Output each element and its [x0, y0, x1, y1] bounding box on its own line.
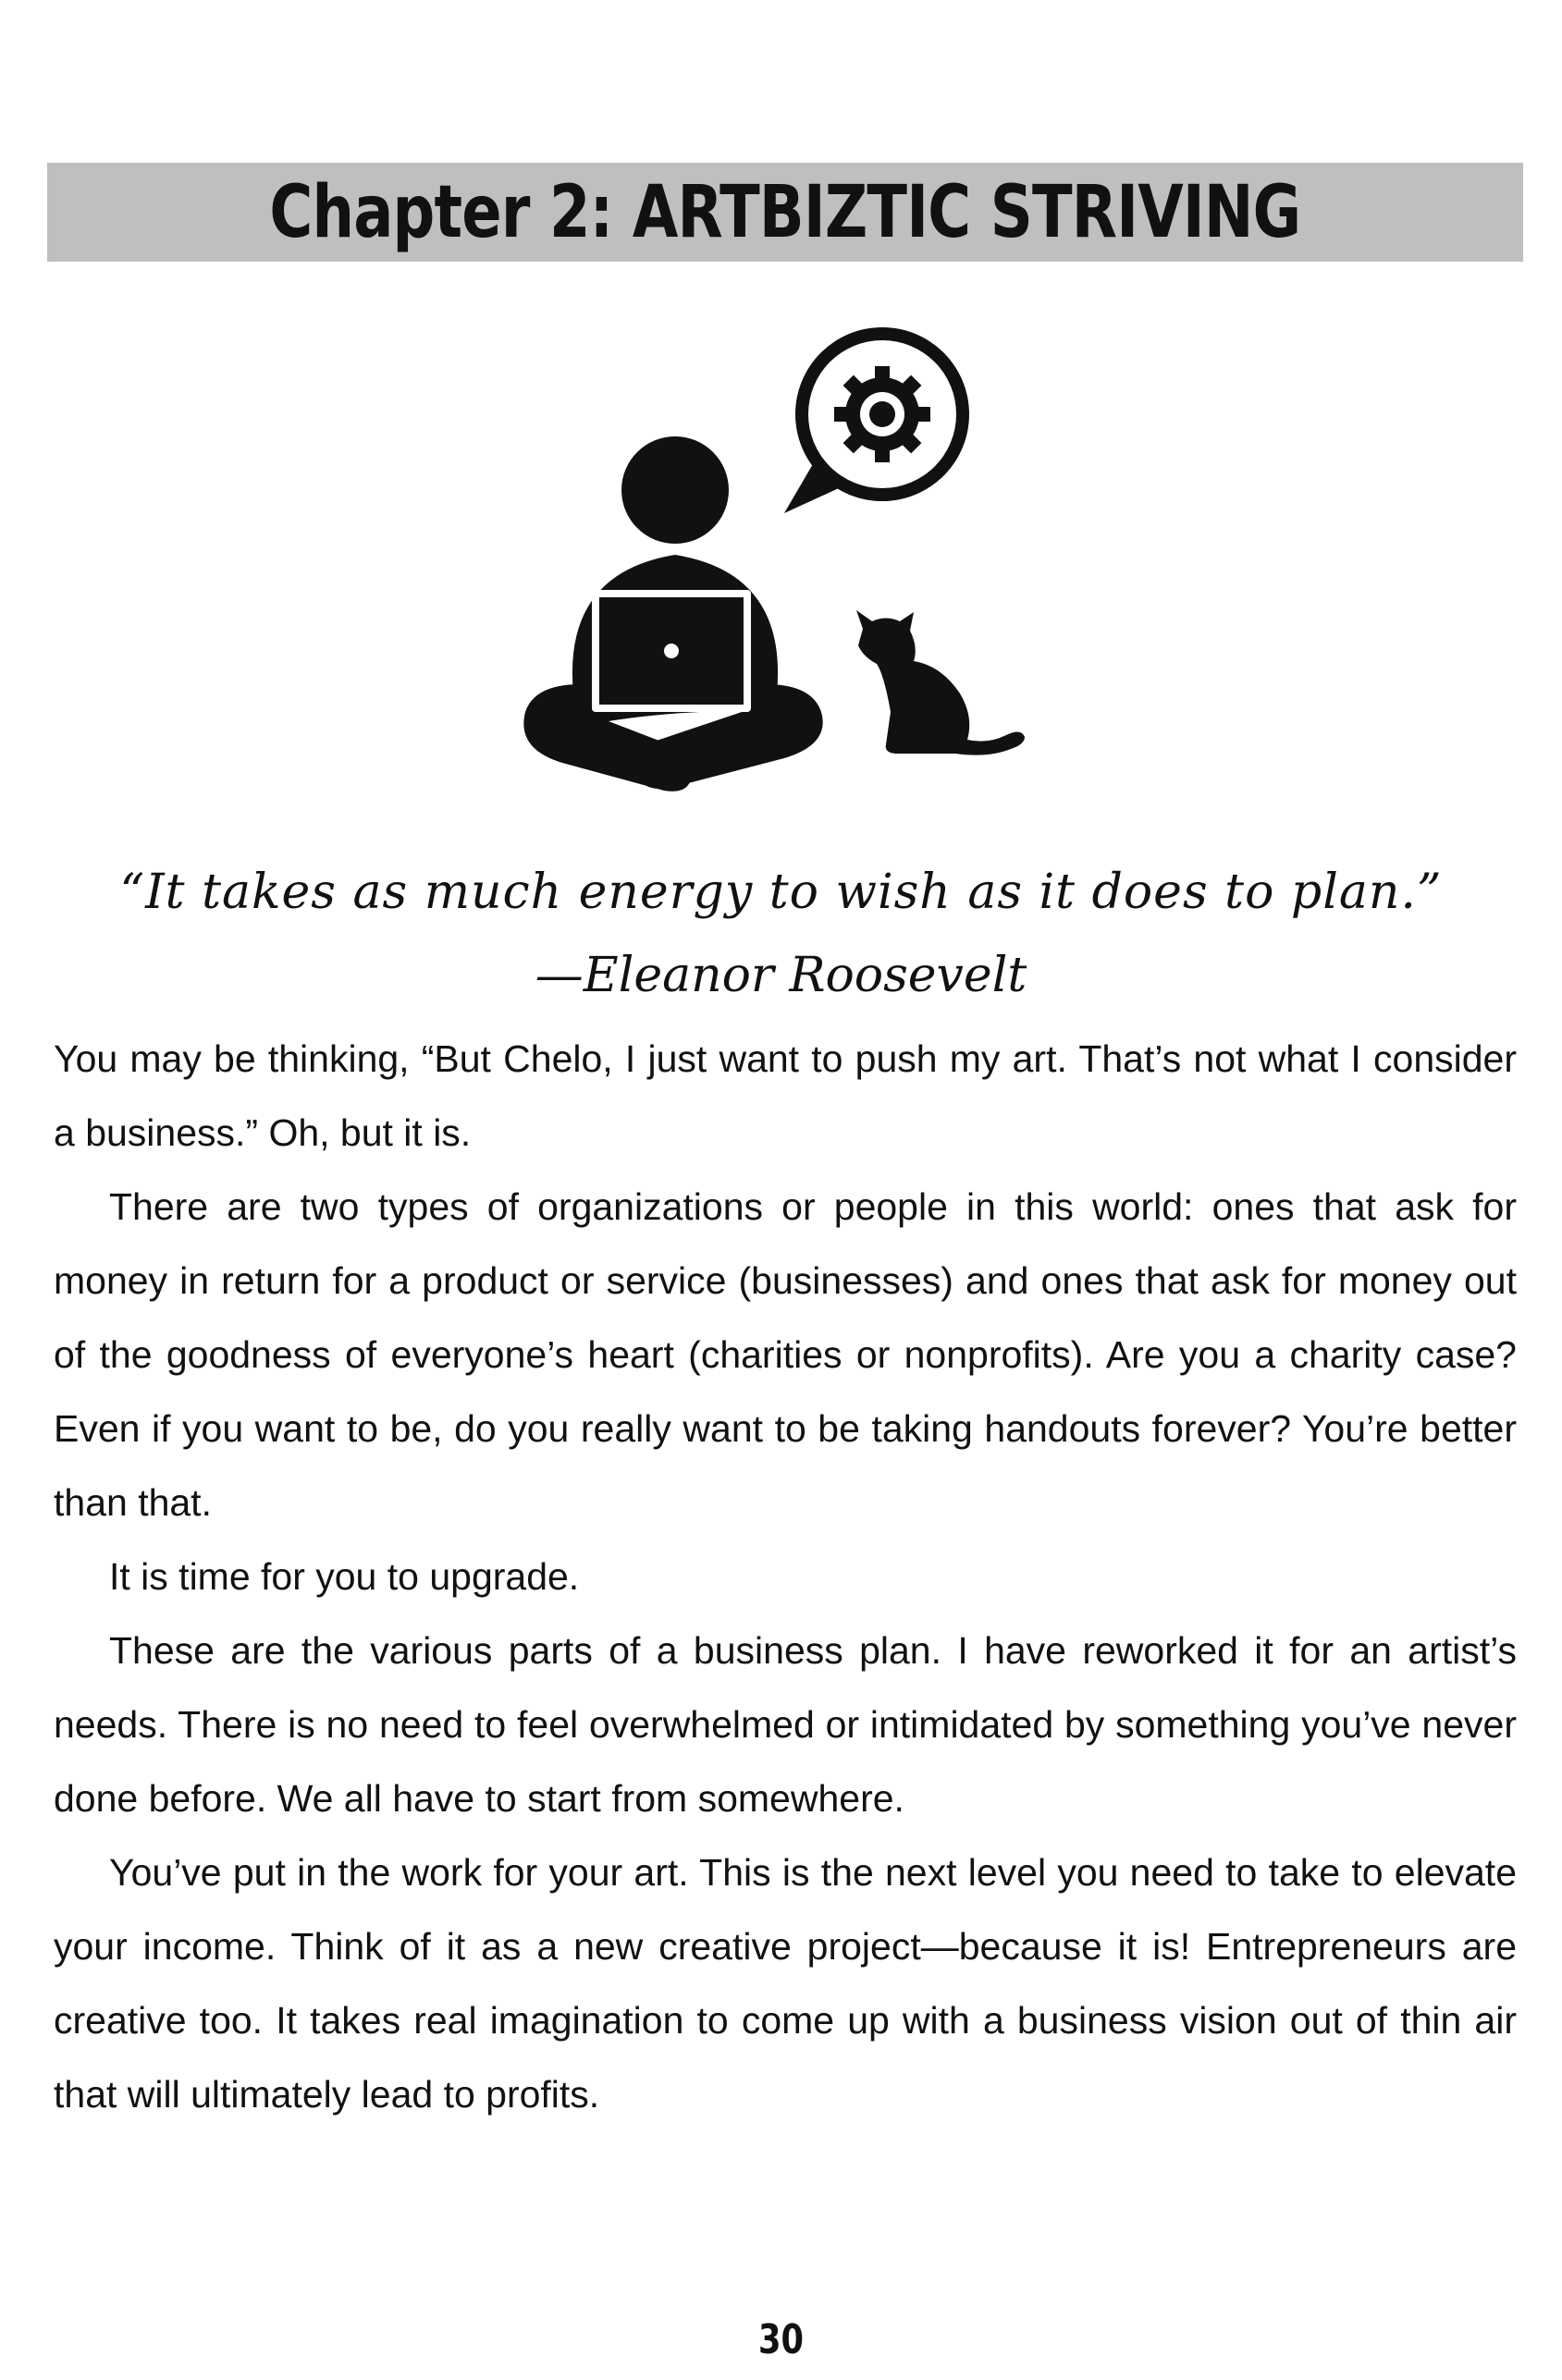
paragraph: It is time for you to upgrade.	[109, 1555, 580, 1598]
paragraph: You may be thinking, “But Chelo, I just want to push my art. That’s not what I consider a business.” Oh, but it is.	[54, 1037, 1517, 1154]
chapter-illustration	[507, 277, 1062, 832]
epigraph-author: —Eleanor Roosevelt	[535, 948, 1027, 1003]
paragraph: There are two types of organizations or people in this world: ones that ask for money in return for a product or service (businesses) and ones that ask for money out of the goodness of everyone’s heart (charities or nonprofits). Are you a charity case? Even if you want to be, do you really want to be taking handouts forever? You’re better than that.	[54, 1185, 1517, 1524]
epigraph	[0, 851, 1562, 1017]
chapter-banner	[47, 163, 1523, 262]
paragraph: These are the various parts of a business plan. I have reworked it for an artist’s needs. There is no need to feel overwhelmed or intimidated by something you’ve never done before. We all have to start from somewhere.	[54, 1629, 1517, 1820]
chapter-title: Chapter 2: ARTBIZTIC STRIVING	[269, 170, 1301, 254]
epigraph-quote: “It takes as much energy to wish as it does to plan.”	[119, 865, 1443, 920]
gear-icon	[834, 366, 930, 462]
person-with-laptop-icon	[523, 436, 822, 791]
body-text	[54, 1022, 1517, 2131]
cat-icon	[856, 610, 1025, 755]
paragraph: You’ve put in the work for your art. This is the next level you need to take to elevate your income. Think of it as a new creative project—because it is! Entrepreneurs are creative too. It takes real imagination to come up with a business vision out of thin air that will ultimately lead to profits.	[54, 1851, 1517, 2116]
gear-speech-bubble-icon	[784, 327, 969, 513]
page-number: 30	[758, 2316, 804, 2363]
